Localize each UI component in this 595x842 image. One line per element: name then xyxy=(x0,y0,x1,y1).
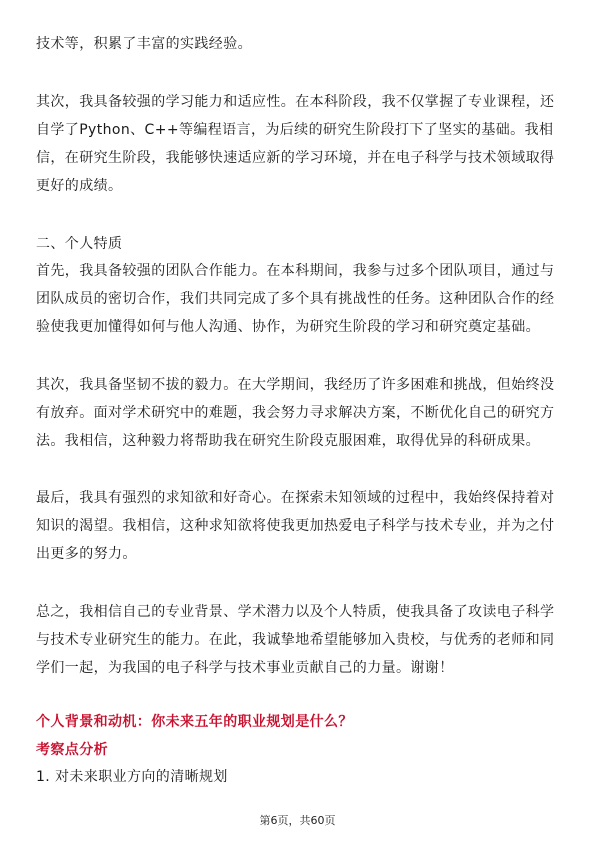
analysis-item: 1. 对未来职业方向的清晰规划 xyxy=(36,769,228,785)
body-line: 其次，我具备坚韧不拔的毅力。在大学期间，我经历了许多困难和挑战，但始终没 xyxy=(36,377,555,393)
body-line: 团队成员的密切合作，我们共同完成了多个具有挑战性的任务。这种团队合作的经 xyxy=(36,291,555,307)
body-line: 知识的渴望。我相信，这种求知欲将使我更加热爱电子科学与技术专业，并为之付 xyxy=(36,518,555,534)
page-footer: 第6页，共60页 xyxy=(259,814,336,827)
question-heading: 个人背景和动机：你未来五年的职业规划是什么？ xyxy=(36,714,353,730)
body-line: 自学了Python、C++等编程语言，为后续的研究生阶段打下了坚实的基础。我相 xyxy=(36,122,554,138)
body-line: 首先，我具备较强的团队合作能力。在本科期间，我参与过多个团队项目，通过与 xyxy=(36,263,555,279)
section-heading: 二、个人特质 xyxy=(36,236,123,252)
body-line: 最后，我具有强烈的求知欲和好奇心。在探索未知领域的过程中，我始终保持着对 xyxy=(36,490,555,506)
body-line: 出更多的努力。 xyxy=(36,546,137,562)
body-line: 技术等，积累了丰富的实践经验。 xyxy=(36,36,252,52)
body-line: 学们一起，为我国的电子科学与技术事业贡献自己的力量。谢谢！ xyxy=(36,660,454,676)
analysis-heading: 考察点分析 xyxy=(36,742,108,758)
body-line: 更好的成绩。 xyxy=(36,178,123,194)
body-line: 信，在研究生阶段，我能够快速适应新的学习环境，并在电子科学与技术领域取得 xyxy=(36,150,555,166)
body-line: 法。我相信，这种毅力将帮助我在研究生阶段克服困难，取得优异的科研成果。 xyxy=(36,433,540,449)
body-line: 验使我更加懂得如何与他人沟通、协作，为研究生阶段的学习和研究奠定基础。 xyxy=(36,319,540,335)
body-line: 总之，我相信自己的专业背景、学术潜力以及个人特质，使我具备了攻读电子科学 xyxy=(36,604,555,620)
body-line: 与技术专业研究生的能力。在此，我诚挚地希望能够加入贵校，与优秀的老师和同 xyxy=(36,632,555,648)
body-line: 其次，我具备较强的学习能力和适应性。在本科阶段，我不仅掌握了专业课程，还 xyxy=(36,94,555,110)
body-line: 有放弃。面对学术研究中的难题，我会努力寻求解决方案，不断优化自己的研究方 xyxy=(36,405,555,421)
